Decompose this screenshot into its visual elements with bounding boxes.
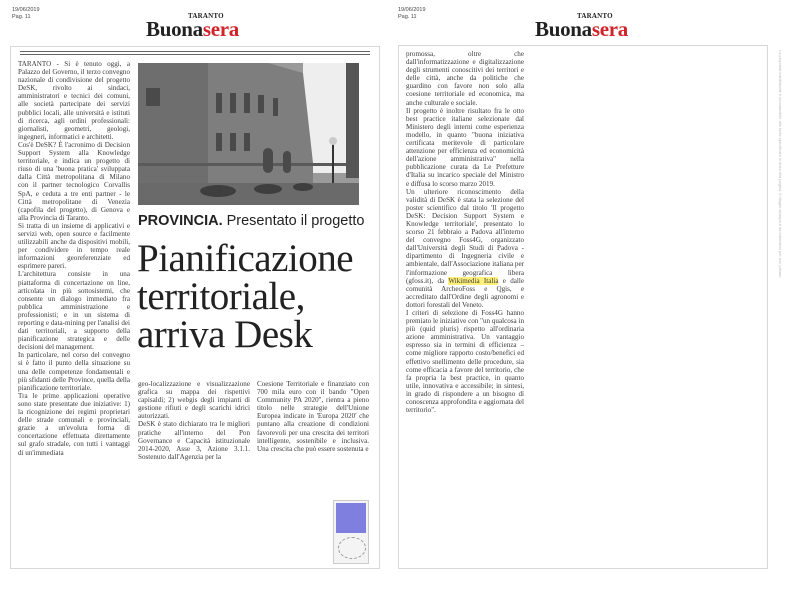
paragraph: promossa, oltre che dall'informatizzazione e digitalizzazione degli strumenti conoscitivi dei territori e delle città, anche da politiche che guardino con favore non solo alla coesione territoriale ed economica, ma anche culturale e sociale.	[406, 50, 524, 107]
masthead-sera: sera	[591, 17, 628, 41]
kicker-section: PROVINCIA.	[138, 213, 223, 229]
page1-column-3	[257, 380, 369, 453]
paragraph: geo-localizzazione e visualizzazione grafica su mappa dei rispettivi capisaldi; 2) webgis degli impianti di gestione rifiuti e degli scarichi idrici autorizzati.	[138, 380, 250, 421]
highlighted-text: Wikimedia Italia	[448, 276, 499, 285]
thumbnail-cover-icon	[336, 503, 366, 533]
copyright-side-note: La proprietà intellettuale è riconducibile alla fonte specificata in testa alla pagina. Il ritaglio stampa è da intendersi per uso privato	[778, 50, 783, 278]
text: e dalle comunità ArcheoFoss e Qgis, e accreditato dall'Ordine degli agronomi e dottori forestali del Veneto.	[406, 276, 524, 309]
top-rule	[20, 51, 370, 52]
article-photo	[138, 63, 359, 205]
page-number: Pag. 11	[398, 14, 417, 20]
paragraph: TARANTO - Si è tenuto oggi, a Palazzo del Governo, il terzo convegno nazionale di condivisione del progetto DeSK, rivolto ai sindaci, amministratori e tecnici dei comuni, alle società partecipate dei servizi pubblici locali, alle università e istituti di ricerca, agli ordini professionali: giornalisti, geometri, geologi, ingegneri, informatici e architetti.	[18, 60, 130, 141]
headline-line-3: arriva Desk	[137, 313, 313, 356]
masthead-buona: Buona	[535, 17, 592, 41]
paragraph	[406, 188, 524, 309]
paragraph: Cos'è DeSK? È l'acronimo di Decision Support System alla Knowledge territoriale, e indica un progetto di riuso di una 'buona pratica' sviluppata dalla Città metropolitana di Milano con il partner tecnologico Corvallis SpA, e ceduta a tre enti partner - le Città metropolitane di Venezia (capofila del progetto), di Genova e alla Provincia di Taranto.	[18, 140, 130, 222]
paragraph: DeSK è stato dichiarato tra le migliori pratiche all'interno del Pon Governance e Capacità istituzionale 2014-2020, Asse 3, Azione 3.1.1. Sostenuto dall'Agenzia per la	[138, 420, 250, 461]
date: 19/06/2019	[12, 7, 40, 13]
article-headline	[137, 237, 354, 356]
article-kicker	[138, 213, 364, 229]
page1-column-2	[138, 380, 250, 461]
kicker-text: Presentato il progetto	[222, 213, 365, 229]
date: 19/06/2019	[398, 7, 426, 13]
text: Un ulteriore riconoscimento della validità di DeSK è stata la selezione del poster scientifico dal titolo 'Il progetto DeSK: Decision Support System e Knowledge territoriale', presentato lo scorso 21 febbraio a Padova all'interno del convegno Foss4G, organizzato dall'Università degli Studi di Padova - dipartimento di Ingegneria civile e ambientale, dall'Associazione italiana per l'informazione geografica libera (gfoss.it), da	[406, 187, 524, 285]
thumbnail-diagram-icon	[338, 537, 366, 559]
paragraph: L'architettura consiste in una piattaforma di concertazione on line, articolata in più sottosistemi, che consente un dialogo immediato fra pubblica amministrazione e professionisti; e in un sistema di reporting e data-mining per l'analisi dei dati territoriali, a supporto della pianificazione strategica e delle decisioni del management.	[18, 270, 130, 352]
headline-line-2: territoriale,	[137, 275, 305, 318]
page2-date-label	[398, 7, 426, 21]
page1-date-label	[12, 7, 40, 21]
paragraph: Si tratta di un insieme di applicativi e servizi web, open source e facilmente utilizzabili anche da dispositivi mobili, per condividere in tempo reale informazioni georeferenziate ed esprimere pareri.	[18, 221, 130, 271]
page2-column-1	[406, 50, 524, 414]
page2-masthead-logo	[535, 12, 628, 41]
masthead-city: TARANTO	[577, 12, 613, 20]
publication-thumbnail	[333, 500, 369, 564]
paragraph: Coesione Territoriale e finanziato con 700 mila euro con il bando "Open Community PA 2020", rientra a pieno titolo nelle strategie dell'Unione Europea indicate in 'Europa 2020' che puntano alla creazione di condizioni favorevoli per una crescita dei territori intelligente, sostenibile e inclusiva. Una crescita che può essere sostenuta e	[257, 380, 369, 453]
masthead-sera: sera	[202, 17, 239, 41]
masthead-buona: Buona	[146, 17, 203, 41]
top-rule-2	[20, 54, 370, 55]
paragraph: In particolare, nel corso del convegno si è fatto il punto della situazione su una delle competenze fondamentali e più sfidanti delle Province, quella della pianificazione territoriale.	[18, 351, 130, 392]
page-number: Pag. 11	[12, 14, 31, 20]
paragraph: Il progetto è inoltre risultato fra le otto best practice italiane selezionate dal Ministero degli interni come esperienza modello, in quanto "buona iniziativa certificata meritevole di particolare attenzione per efficienza ed economicità dell'azione amministrativa" nella pubblicazione curata da Le Prefetture d'Italia su incarico speciale del Ministro e diffusa lo scorso marzo 2019.	[406, 106, 524, 188]
building-photo-icon	[138, 63, 359, 205]
headline-line-1: Pianificazione	[137, 237, 354, 280]
page1-masthead-logo	[146, 12, 239, 41]
page1-column-1	[18, 60, 130, 457]
paragraph: I criteri di selezione di Foss4G hanno premiato le iniziative con "un qualcosa in più (quid pluris) rispetto all'ordinaria azione amministrativa. Un vantaggio espresso sia in termini di efficienza – come migliore rapporto costo/benefici ed effettivo snellimento delle procedure, sia come efficacia a favore del territorio, che fa propria la best practice, in quanto utile, innovativa e accessibile; in sintesi, in grado di rispondere a un bisogno di conoscenza approfondita e aggiornata del territorio".	[406, 309, 524, 415]
paragraph: Tra le prime applicazioni operative sono state presentate due iniziative: 1) la ricognizione dei regimi proprietari delle strade comunali e provinciali, grazie a un'evoluta forma di concertazione effettuata direttamente sul grafo stradale, con tutti i vantaggi di un'immediata	[18, 391, 130, 457]
masthead-city: TARANTO	[188, 12, 224, 20]
